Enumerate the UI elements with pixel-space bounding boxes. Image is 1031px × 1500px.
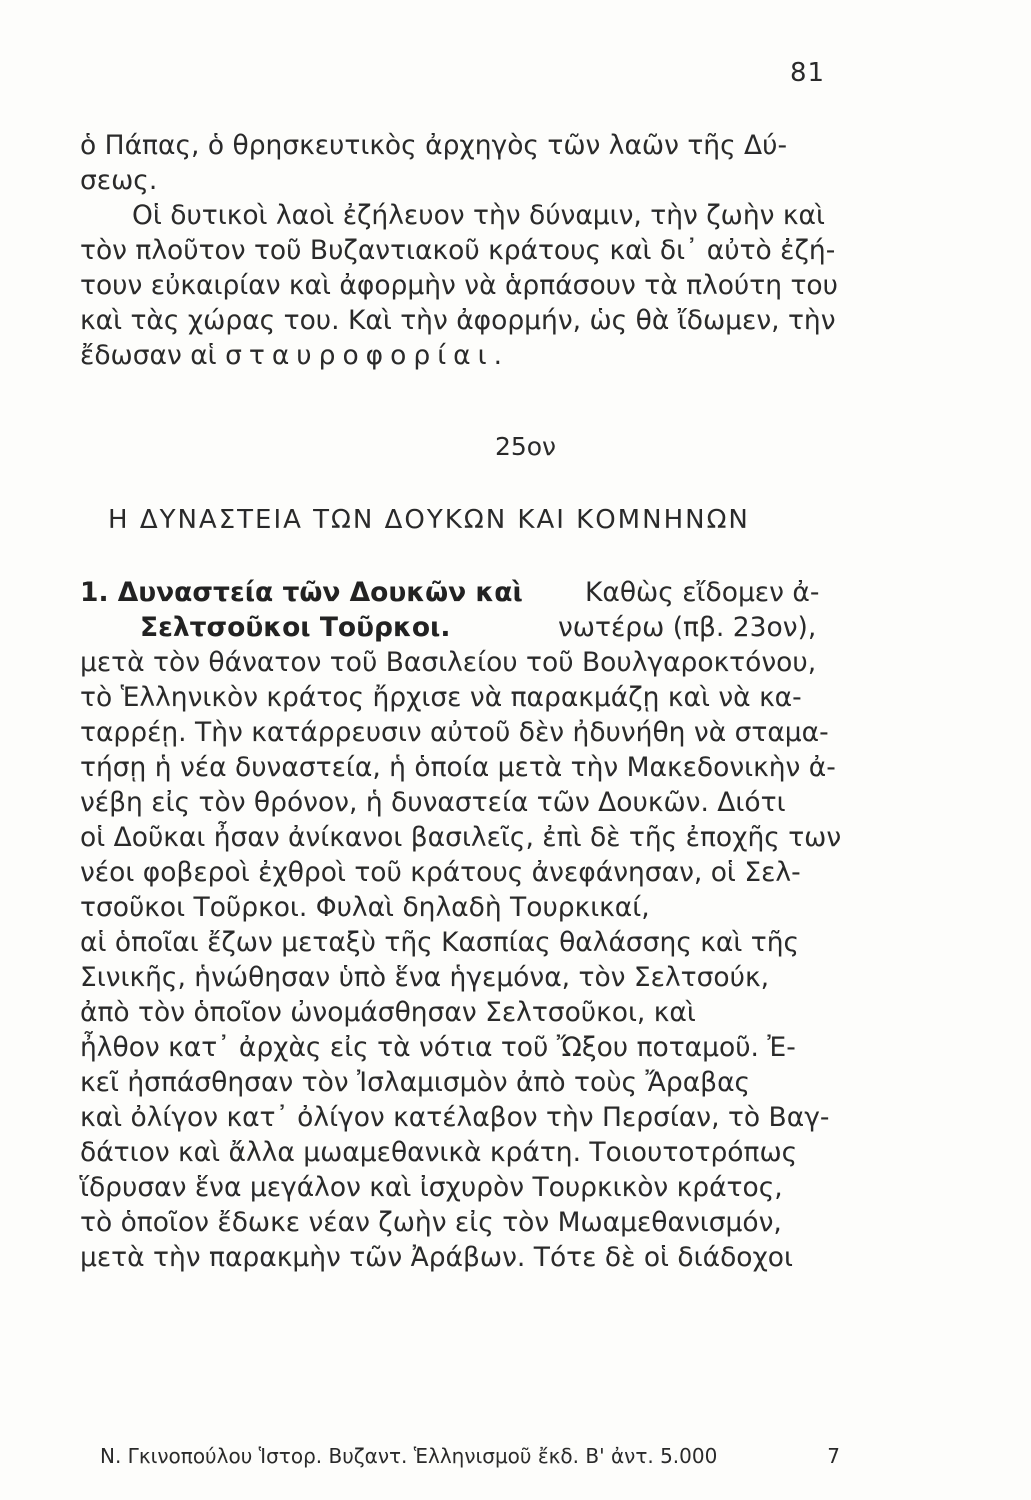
page-number: 81 [790,58,826,88]
text-line: δάτιον καὶ ἄλλα μωαμεθανικὰ κράτη. Τοιουτοτρόπως [80,1137,798,1168]
text-line: οἱ Δοῦκαι ἦσαν ἀνίκανοι βασιλεῖς, ἐπὶ δὲ τῆς ἐποχῆς των [80,822,842,853]
text-line: ταρρέῃ. Τὴν κατάρρευσιν αὐτοῦ δὲν ἠδυνήθη νὰ σταμα- [80,717,829,748]
text-line: καὶ τὰς χώρας του. Καὶ τὴν ἀφορμήν, ὡς θὰ ἴδωμεν, τὴν [80,305,836,336]
text-line: Σινικῆς, ἡνώθησαν ὑπὸ ἕνα ἡγεμόνα, τὸν Σελτσούκ, [80,962,769,993]
text-line: ἀπὸ τὸν ὁποῖον ὠνομάσθησαν Σελτσοῦκοι, καὶ [80,997,696,1028]
page-footer [100,1444,840,1468]
text-fragment: ἔδωσαν αἱ [80,340,217,371]
section-body [80,575,840,1275]
text-line: τήσῃ ἡ νέα δυναστεία, ἡ ὁποία μετὰ τὴν Μακεδονικὴν ἀ- [80,752,836,783]
spaced-word: σταυροφορίαι. [225,340,510,371]
text-line: ἵδρυσαν ἕνα μεγάλον καὶ ἰσχυρὸν Τουρκικὸν κράτος, [80,1172,783,1203]
text-line: Οἱ δυτικοὶ λαοὶ ἐζήλευον τὴν δύναμιν, τὴν ζωὴν καὶ [132,200,825,231]
text-line: ἦλθον κατ᾽ ἀρχὰς εἰς τὰ νότια τοῦ Ὤξου ποταμοῦ. Ἐ- [80,1032,796,1063]
text-line: σεως. [80,165,158,196]
text-line: καὶ ὀλίγον κατ᾽ ὀλίγον κατέλαβον τὴν Περσίαν, τὸ Βαγ- [80,1102,830,1133]
text-line: τὸ ὁποῖον ἔδωκε νέαν ζωὴν εἰς τὸν Μωαμεθανισμόν, [80,1207,782,1238]
chapter-title: Η ΔΥΝΑΣΤΕΙΑ ΤΩΝ ΔΟΥΚΩΝ ΚΑΙ ΚΟΜΝΗΝΩΝ [108,505,750,535]
section-heading: 1. Δυναστεία τῶν Δουκῶν καὶ [80,577,523,608]
section-heading-row [80,575,840,610]
chapter-number: 25ον [494,432,557,461]
text-line: μετὰ τὸν θάνατον τοῦ Βασιλείου τοῦ Βουλγαροκτόνου, [80,647,817,678]
text-line: μετὰ τὴν παρακμὴν τῶν Ἀράβων. Τότε δὲ οἱ διάδοχοι [80,1242,793,1273]
paragraph [80,645,840,1275]
text-line: τουν εὐκαιρίαν καὶ ἀφορμὴν νὰ ἁρπάσουν τὰ πλούτη του [80,270,838,301]
signature-mark: 7 [827,1444,840,1468]
text-line: ὁ Πάπας, ὁ θρησκευτικὸς ἀρχηγὸς τῶν λαῶν τῆς Δύ- [80,130,788,161]
body-text-top [80,128,840,373]
section-heading: Σελτσοῦκοι Τοῦρκοι. [140,612,451,643]
text-line: κεῖ ἠσπάσθησαν τὸν Ἰσλαμισμὸν ἀπὸ τοὺς Ἄραβας [80,1067,751,1098]
text-line: τὸ Ἑλληνικὸν κράτος ἤρχισε νὰ παρακμάζῃ καὶ νὰ κα- [80,682,802,713]
text-line [80,338,840,373]
text-line: αἱ ὁποῖαι ἔζων μεταξὺ τῆς Κασπίας θαλάσσης καὶ τῆς [80,927,800,958]
section-heading-row [80,610,840,645]
text-line: τσοῦκοι Τοῦρκοι. Φυλαὶ δηλαδὴ Τουρκικαί, [80,892,650,923]
section-side-text: νωτέρω (πβ. 23ον), [558,612,817,643]
text-line: τὸν πλοῦτον τοῦ Βυζαντιακοῦ κράτους καὶ δι᾽ αὐτὸ ἐζή- [80,235,836,266]
text-line: νέβη εἰς τὸν θρόνον, ἡ δυναστεία τῶν Δουκῶν. Διότι [80,787,786,818]
footer-citation: Ν. Γκινοπούλου Ἱστορ. Βυζαντ. Ἑλληνισμοῦ ἔκδ. Β' ἀντ. 5.000 [100,1444,718,1468]
text-line: νέοι φοβεροὶ ἐχθροὶ τοῦ κράτους ἀνεφάνησαν, οἱ Σελ- [80,857,801,888]
section-side-text: Καθὼς εἴδομεν ἀ- [585,577,820,608]
